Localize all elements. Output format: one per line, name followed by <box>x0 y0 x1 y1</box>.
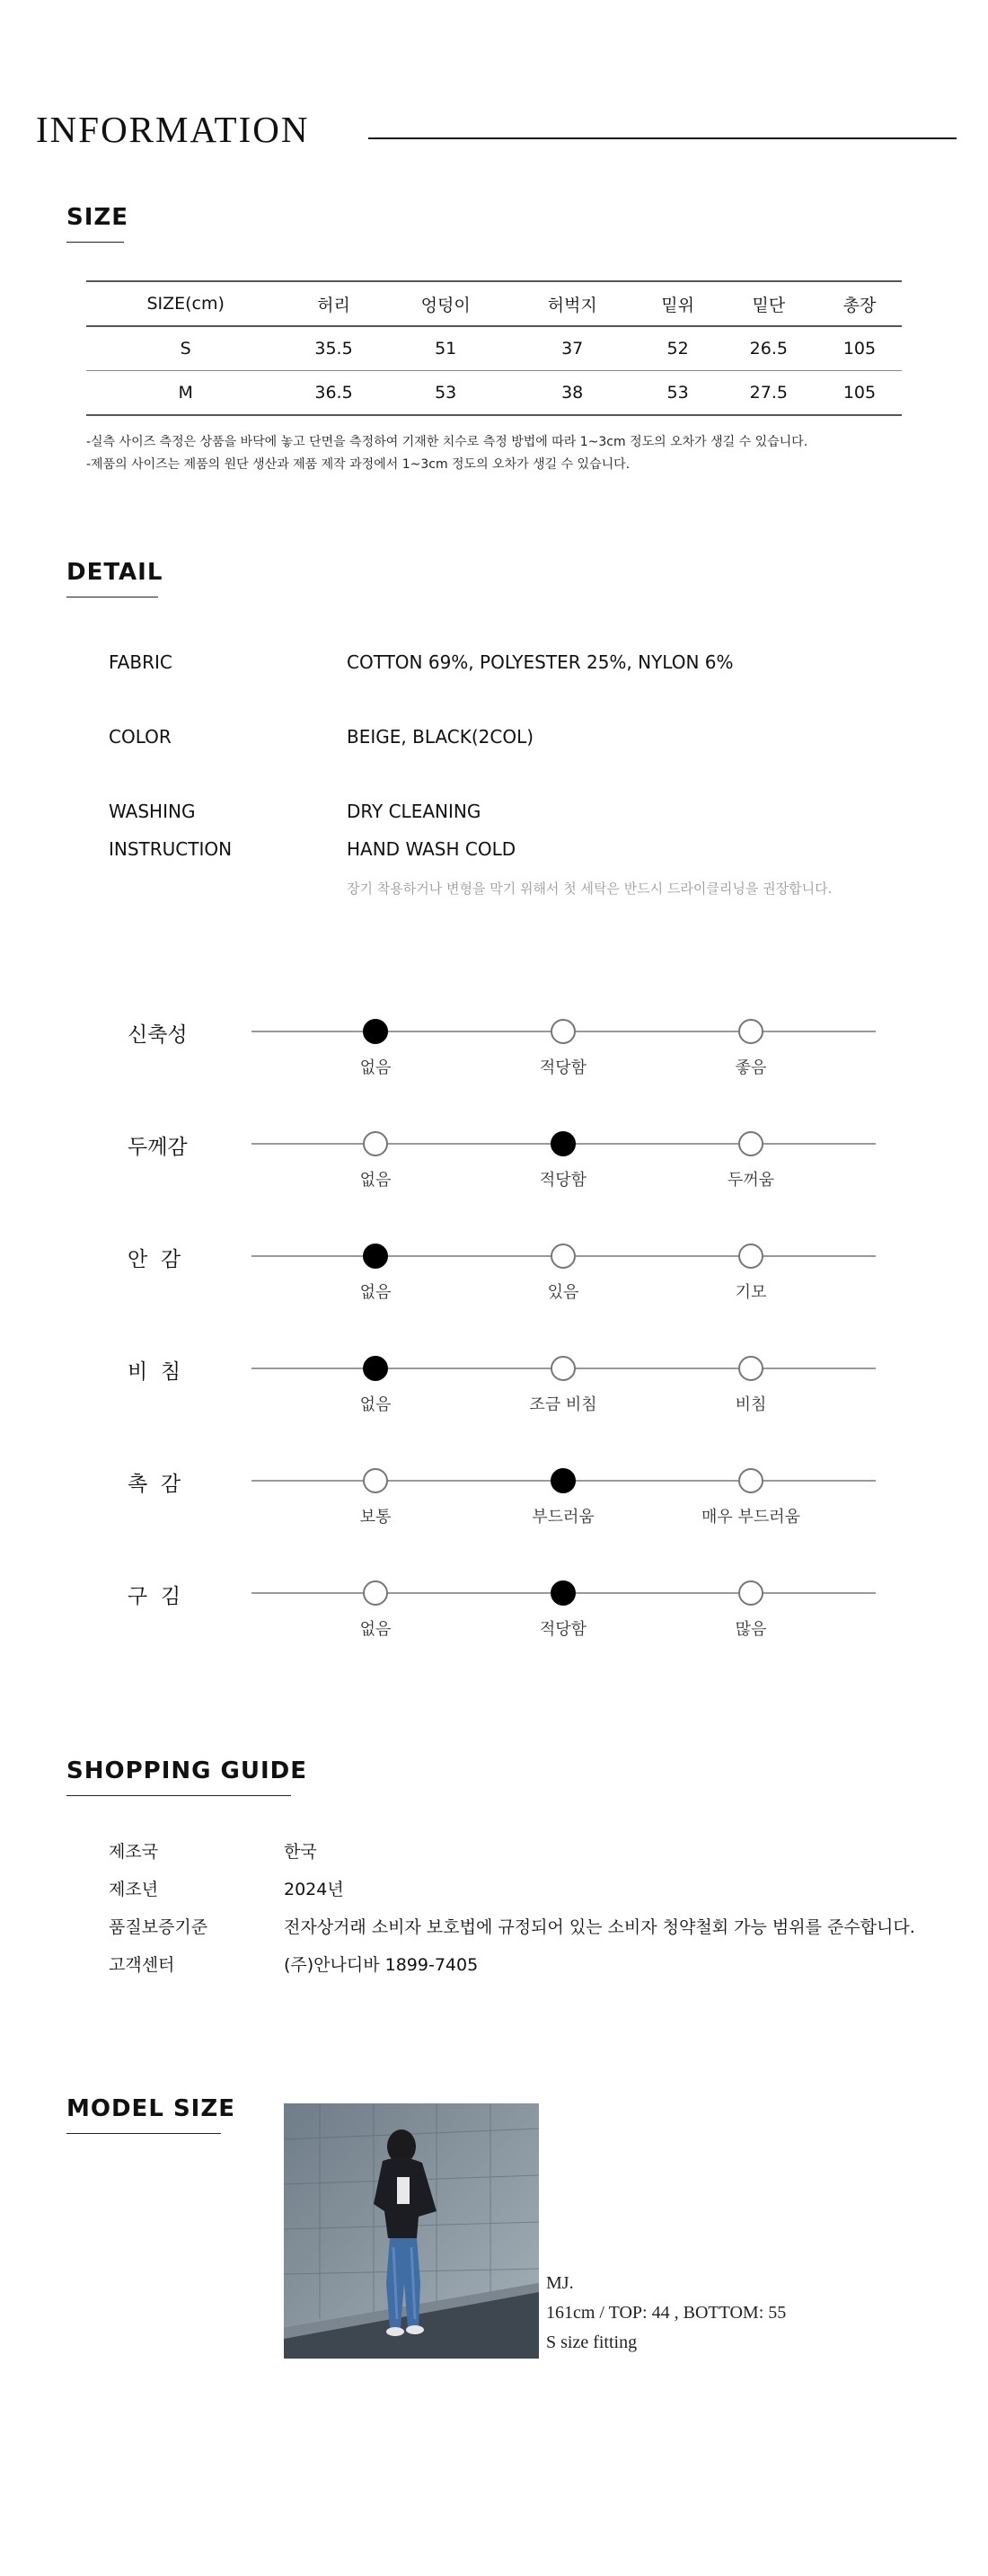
rating-dot <box>738 1356 763 1381</box>
rating-dot <box>363 1580 388 1606</box>
rating-option-label: 적당함 <box>539 1620 587 1639</box>
rating-option-label: 없음 <box>359 1283 392 1302</box>
table-cell: 26.5 <box>749 339 788 359</box>
rating-option-label: 없음 <box>359 1171 392 1190</box>
rating-dot-selected <box>551 1580 576 1606</box>
rating-option-label: 많음 <box>735 1620 767 1639</box>
table-cell: 52 <box>666 339 689 359</box>
col-header: 허벅지 <box>547 295 597 315</box>
color-label: COLOR <box>109 726 172 748</box>
rating-option-label: 조금 비침 <box>529 1395 597 1414</box>
rating-option-label: 두꺼움 <box>727 1171 775 1190</box>
rating-option-label: 없음 <box>359 1395 392 1414</box>
model-fitting: S size fitting <box>546 2333 638 2352</box>
rating-label: 두께감 <box>128 1136 188 1159</box>
table-cell: 35.5 <box>314 339 353 359</box>
customer-center-value: (주)안나디바 1899-7405 <box>284 1955 479 1975</box>
size-table <box>86 280 902 416</box>
rating-option-label: 있음 <box>547 1283 579 1302</box>
origin-label: 제조국 <box>109 1842 159 1862</box>
table-cell: 105 <box>842 339 877 359</box>
rating-option-label: 부드러움 <box>532 1508 595 1527</box>
fabric-label: FABRIC <box>109 651 172 673</box>
customer-center-label: 고객센터 <box>109 1955 175 1975</box>
rating-dot <box>738 1131 763 1156</box>
shopping-guide-heading: SHOPPING GUIDE <box>66 1757 307 1784</box>
rating-label: 신축성 <box>128 1023 188 1047</box>
rating-option-label: 기모 <box>735 1283 767 1302</box>
rating-option-label: 없음 <box>359 1620 392 1639</box>
col-header: 허리 <box>317 295 350 315</box>
warranty-value: 전자상거래 소비자 보호법에 규정되어 있는 소비자 청약철회 가능 범위를 준수합니다. <box>284 1917 915 1937</box>
size-heading-underline <box>66 242 124 243</box>
washing-value: DRY CLEANING <box>347 801 481 822</box>
table-cell: 38 <box>561 383 584 403</box>
rating-option-label: 없음 <box>359 1058 392 1077</box>
rating-dot-selected <box>363 1019 388 1044</box>
rating-dot <box>738 1580 763 1606</box>
table-cell: 27.5 <box>749 383 788 403</box>
rating-dot <box>738 1468 763 1493</box>
rating-option-label: 비침 <box>735 1395 767 1414</box>
model-name: MJ. <box>546 2273 574 2293</box>
col-header: 밑위 <box>661 295 694 315</box>
col-header: SIZE(cm) <box>146 294 225 314</box>
rating-dot <box>551 1356 576 1381</box>
col-header: 총장 <box>842 295 877 315</box>
model-size-underline <box>66 2133 221 2134</box>
rating-dot <box>738 1019 763 1044</box>
table-cell: 105 <box>842 383 877 403</box>
instruction-label: INSTRUCTION <box>109 838 233 860</box>
rating-option-label: 보통 <box>359 1508 392 1527</box>
rating-option-label: 적당함 <box>539 1171 587 1190</box>
rating-label: 구 김 <box>128 1585 181 1608</box>
fabric-value: COTTON 69%, POLYESTER 25%, NYLON 6% <box>347 651 734 673</box>
rating-dot <box>551 1244 576 1269</box>
instruction-value: HAND WASH COLD <box>347 838 516 860</box>
shopping-guide-underline <box>66 1795 291 1796</box>
rating-label: 촉 감 <box>128 1473 181 1496</box>
model-size-heading: MODEL SIZE <box>66 2095 235 2122</box>
rating-label: 안 감 <box>128 1248 181 1271</box>
table-cell: 53 <box>435 383 457 403</box>
rating-option-label: 적당함 <box>539 1058 587 1077</box>
rating-dot <box>738 1244 763 1269</box>
color-value: BEIGE, BLACK(2COL) <box>347 726 534 748</box>
table-row <box>86 326 902 371</box>
manufacture-year-label: 제조년 <box>109 1880 159 1899</box>
col-header: 밑단 <box>752 295 786 315</box>
rating-dot-selected <box>551 1468 576 1493</box>
table-cell: 53 <box>666 383 689 403</box>
size-heading: SIZE <box>66 204 129 231</box>
size-table-header <box>86 281 902 326</box>
rating-dot <box>363 1468 388 1493</box>
washing-label: WASHING <box>109 801 196 822</box>
table-row <box>86 371 902 416</box>
size-note: -실측 사이즈 측정은 상품을 바닥에 놓고 단면을 측정하여 기재한 치수로 측정 방법에 따라 1~3cm 정도의 오차가 생길 수 있습니다. <box>86 435 808 449</box>
rating-option-label: 좋음 <box>735 1058 767 1077</box>
rating-label: 비 침 <box>128 1360 181 1384</box>
model-photo <box>284 2103 539 2359</box>
rating-option-label: 매우 부드러움 <box>701 1508 801 1527</box>
rating-dot <box>551 1019 576 1044</box>
origin-value: 한국 <box>284 1842 317 1862</box>
rating-dot-selected <box>551 1131 576 1156</box>
rating-dot-selected <box>363 1244 388 1269</box>
washing-note: 장기 착용하거나 변형을 막기 위해서 첫 세탁은 반드시 드라이클리닝을 권장합니다. <box>347 881 833 897</box>
detail-heading-underline <box>66 597 158 598</box>
table-cell: M <box>178 383 193 403</box>
table-cell: 36.5 <box>314 383 353 403</box>
col-header: 엉덩이 <box>420 295 471 315</box>
manufacture-year-value: 2024년 <box>284 1880 344 1899</box>
table-cell: S <box>180 339 191 359</box>
table-cell: 37 <box>561 339 584 359</box>
table-cell: 51 <box>435 339 457 359</box>
detail-heading: DETAIL <box>66 559 163 586</box>
information-divider <box>368 137 957 139</box>
size-notes <box>86 431 807 476</box>
warranty-label: 품질보증기준 <box>109 1917 208 1937</box>
model-measurements: 161cm / TOP: 44 , BOTTOM: 55 <box>546 2303 787 2323</box>
information-title: INFORMATION <box>36 109 310 150</box>
rating-dot <box>363 1131 388 1156</box>
size-note: -제품의 사이즈는 제품의 원단 생산과 제품 제작 과정에서 1~3cm 정도의 오차가 생길 수 있습니다. <box>86 457 631 472</box>
rating-dot-selected <box>363 1356 388 1381</box>
